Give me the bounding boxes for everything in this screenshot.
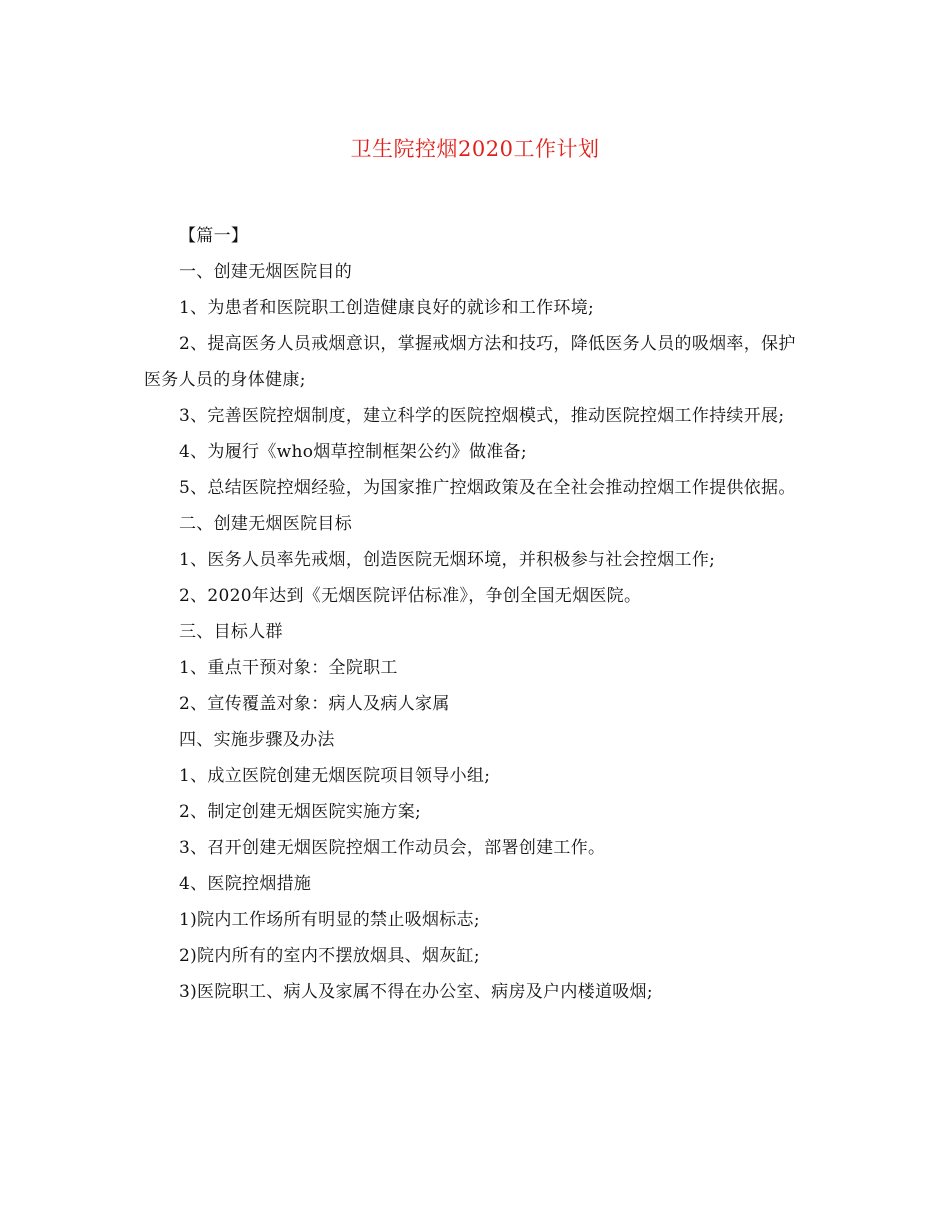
section-label: 【篇一】 [179,226,249,246]
paragraph: 3、完善医院控烟制度，建立科学的医院控烟模式，推动医院控烟工作持续开展; [179,406,785,426]
paragraph: 2、制定创建无烟医院实施方案; [179,802,422,822]
paragraph: 3、召开创建无烟医院控烟工作动员会，部署创建工作。 [179,838,606,858]
heading-steps: 四、实施步骤及办法 [179,730,335,750]
heading-target-group: 三、目标人群 [179,622,283,642]
paragraph: 3)医院职工、病人及家属不得在办公室、病房及户内楼道吸烟; [179,982,653,1002]
document-body [144,218,809,1010]
document-title: 卫生院控烟2020工作计划 [350,137,600,161]
paragraph: 2、2020年达到《无烟医院评估标准》，争创全国无烟医院。 [179,586,642,606]
paragraph: 1)院内工作场所有明显的禁止吸烟标志; [179,910,480,930]
paragraph: 2、提高医务人员戒烟意识，掌握戒烟方法和技巧，降低医务人员的吸烟率，保护医务人员的身体健康; [144,334,796,390]
paragraph: 1、成立医院创建无烟医院项目领导小组; [179,766,491,786]
paragraph: 2、宣传覆盖对象：病人及病人家属 [179,694,450,714]
heading-goal: 一、创建无烟医院目的 [179,262,352,282]
paragraph: 1、医务人员率先戒烟，创造医院无烟环境，并积极参与社会控烟工作; [179,550,716,570]
paragraph: 1、为患者和医院职工创造健康良好的就诊和工作环境; [179,298,595,318]
paragraph: 4、医院控烟措施 [179,874,312,894]
paragraph: 4、为履行《who烟草控制框架公约》做准备; [179,442,527,462]
paragraph: 1、重点干预对象：全院职工 [179,658,398,678]
paragraph: 5、总结医院控烟经验，为国家推广控烟政策及在全社会推动控烟工作提供依据。 [179,478,796,498]
paragraph: 2)院内所有的室内不摆放烟具、烟灰缸; [179,946,480,966]
heading-target: 二、创建无烟医院目标 [179,514,352,534]
